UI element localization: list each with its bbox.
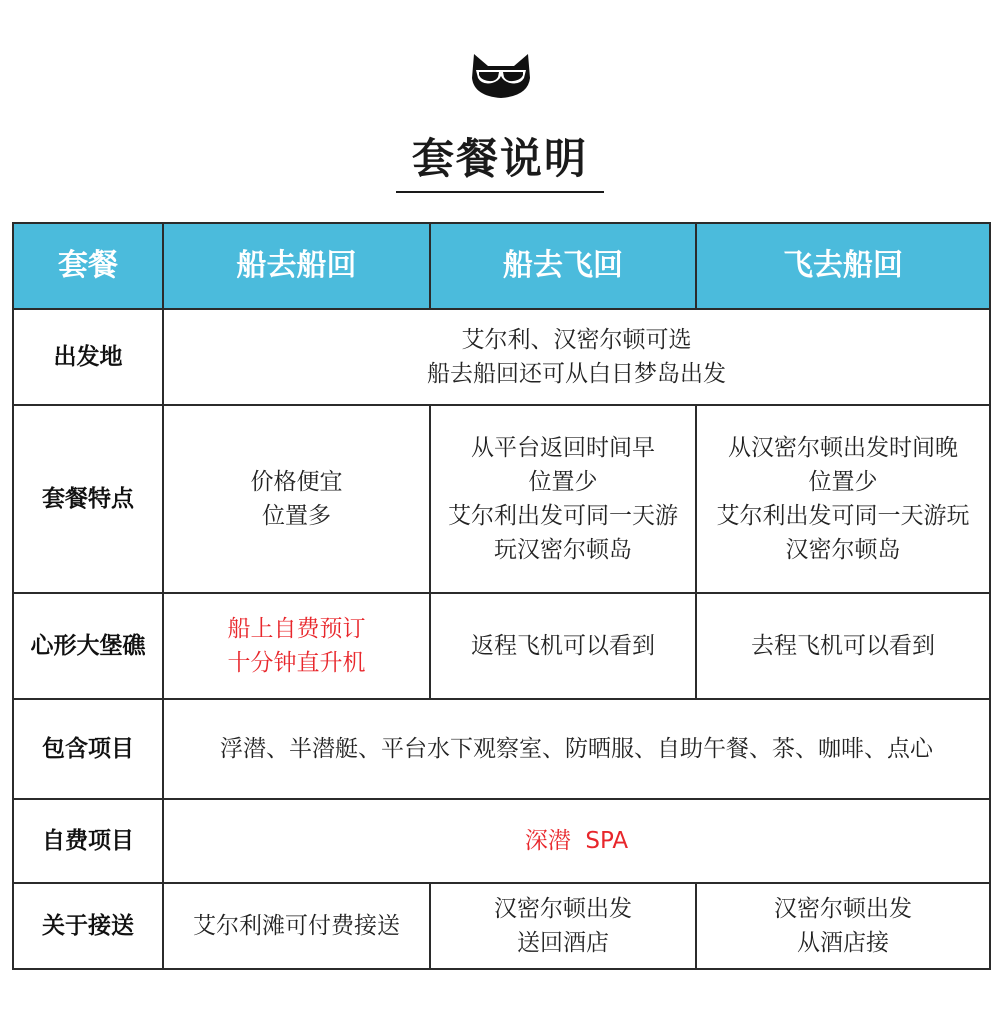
row-label: 心形大堡礁 <box>13 593 163 699</box>
cell-line: 深潜 SPA <box>524 828 629 854</box>
table-cell <box>163 883 430 969</box>
cell-line: 船去船回还可从白日梦岛出发 <box>427 361 726 387</box>
cell-line: 艾尔利滩可付费接送 <box>193 913 400 939</box>
table-cell <box>163 593 430 699</box>
table-header-row <box>13 223 990 309</box>
cell-line: 送回酒店 <box>517 930 609 956</box>
cell-line: 汉密尔顿出发 <box>494 896 632 922</box>
row-label: 自费项目 <box>13 799 163 883</box>
cell-line: 返程飞机可以看到 <box>471 633 655 659</box>
cell-line: 去程飞机可以看到 <box>751 633 935 659</box>
table-cell <box>696 405 990 593</box>
table-cell: 浮潜、半潜艇、平台水下观察室、防晒服、自助午餐、茶、咖啡、点心 <box>163 699 990 799</box>
column-header: 飞去船回 <box>696 223 990 309</box>
row-label: 包含项目 <box>13 699 163 799</box>
table-cell <box>430 593 696 699</box>
cell-line: 从汉密尔顿出发时间晚 <box>728 435 958 461</box>
cat-sunglasses-icon <box>470 52 532 100</box>
cell-line: 位置少 <box>528 469 598 495</box>
cell-line: 位置多 <box>262 503 331 529</box>
cell-line: 位置少 <box>808 469 878 495</box>
table-cell <box>163 799 990 883</box>
row-label: 套餐特点 <box>13 405 163 593</box>
cell-line: 艾尔利出发可同一天游玩 <box>716 503 970 529</box>
table-row-transfer <box>13 883 990 969</box>
package-table <box>12 222 991 970</box>
cell-line: 从酒店接 <box>797 930 889 956</box>
table-row-features <box>13 405 990 593</box>
column-header: 船去船回 <box>163 223 430 309</box>
cell-line: 艾尔利出发可同一天游 <box>448 503 678 529</box>
table-cell <box>430 405 696 593</box>
cell-line: 艾尔利、汉密尔顿可选 <box>461 327 692 353</box>
table-row-included <box>13 699 990 799</box>
column-header: 套餐 <box>13 223 163 309</box>
cell-line: 汉密尔顿岛 <box>785 537 901 563</box>
column-header: 船去飞回 <box>430 223 696 309</box>
table-cell <box>696 883 990 969</box>
table-row-extra <box>13 799 990 883</box>
page-title: 套餐说明 <box>411 134 588 183</box>
table-row-departure <box>13 309 990 405</box>
title-underline <box>396 191 604 193</box>
cell-line: 船上自费预订 <box>227 616 366 642</box>
table-cell <box>163 405 430 593</box>
row-label: 关于接送 <box>13 883 163 969</box>
row-label: 出发地 <box>13 309 163 405</box>
table-cell <box>430 883 696 969</box>
cell-line: 从平台返回时间早 <box>471 435 655 461</box>
table-cell <box>696 593 990 699</box>
table-cell <box>163 309 990 405</box>
cell-line: 玩汉密尔顿岛 <box>494 537 632 563</box>
table-row-heart-reef <box>13 593 990 699</box>
cell-line: 价格便宜 <box>250 469 343 495</box>
cell-line: 十分钟直升机 <box>227 650 366 676</box>
cell-line: 汉密尔顿出发 <box>774 896 912 922</box>
